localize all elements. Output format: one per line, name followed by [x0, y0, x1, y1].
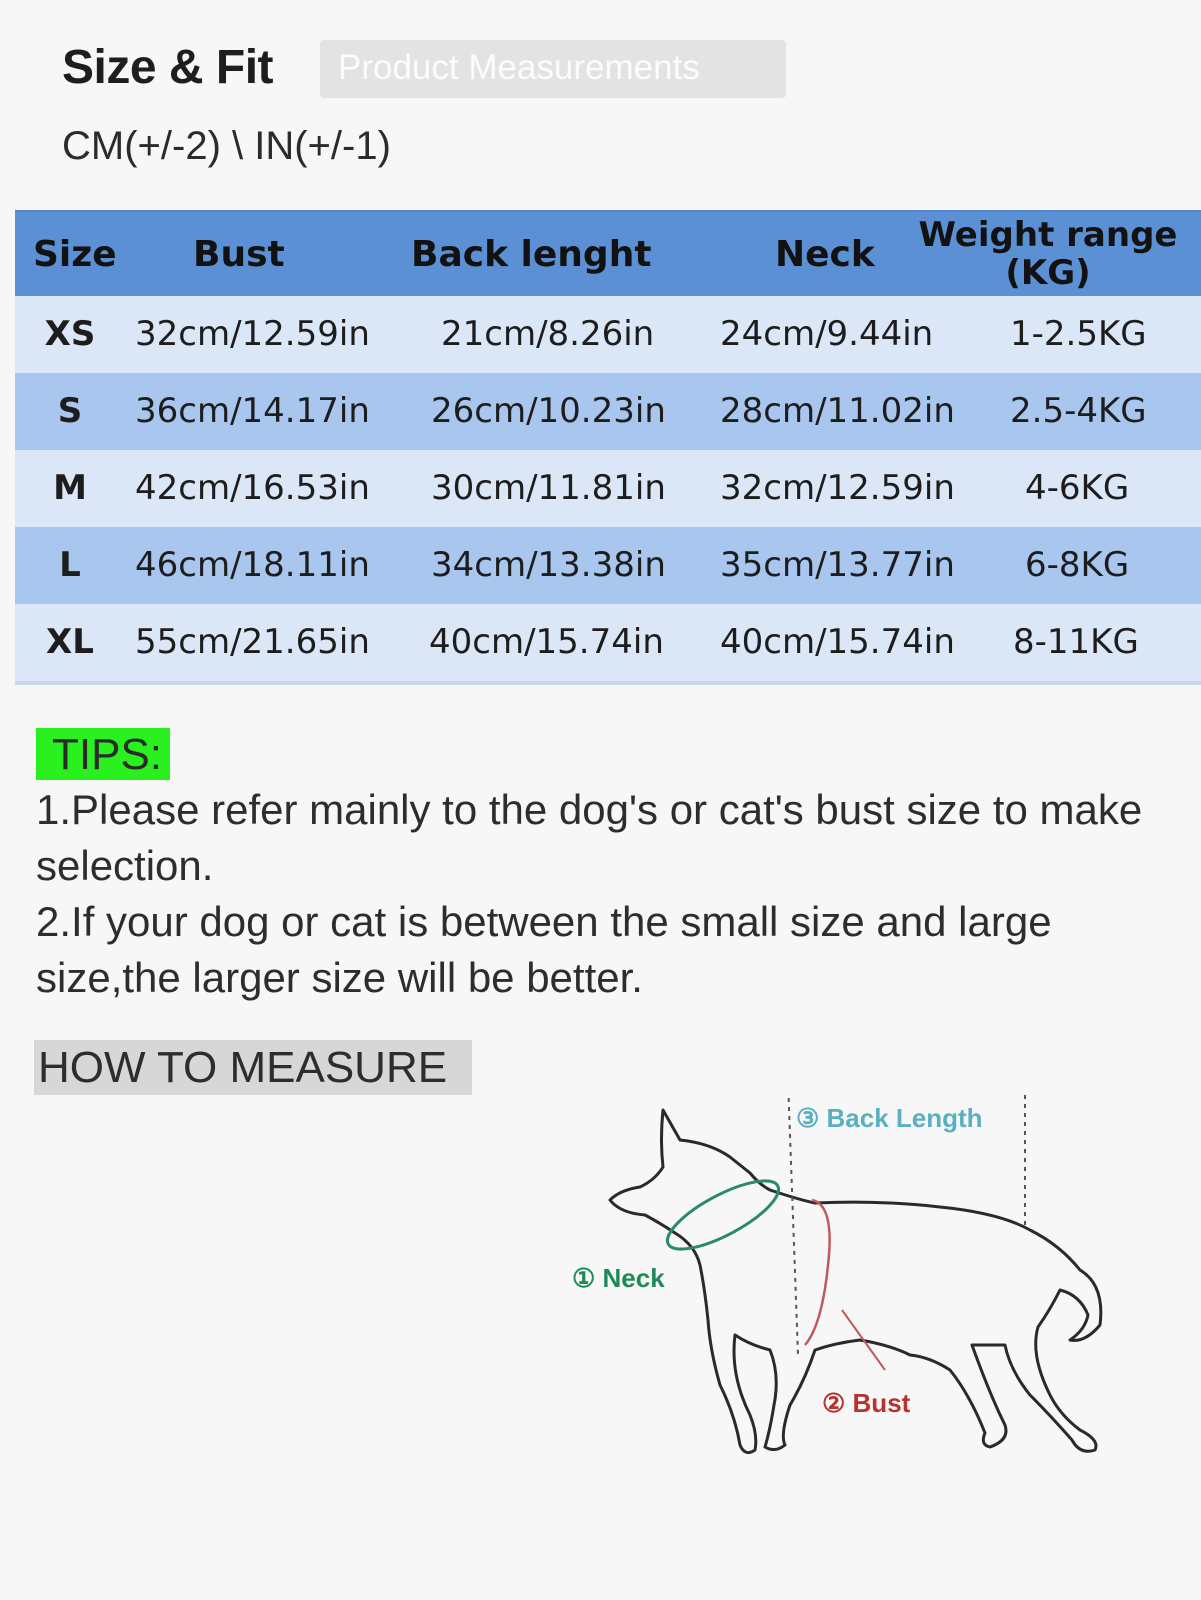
cell-bust: 55cm/21.65in: [135, 622, 370, 662]
cell-weight: 4-6KG: [1025, 468, 1130, 508]
cell-weight: 6-8KG: [1025, 545, 1130, 585]
cell-neck: 35cm/13.77in: [720, 545, 955, 585]
col-weight-range: [918, 216, 1178, 292]
bust-pointer-line: [842, 1310, 885, 1370]
cell-size: XS: [44, 314, 96, 354]
tips-label: TIPS:: [36, 728, 170, 780]
col-weight-range-unit: (KG): [1005, 253, 1091, 293]
bust-label: ② Bust: [822, 1388, 911, 1418]
table-row: [15, 604, 1201, 681]
neck-label: ① Neck: [572, 1263, 665, 1293]
cell-back-length: 40cm/15.74in: [429, 622, 664, 662]
cell-back-length: 30cm/11.81in: [431, 468, 666, 508]
cell-neck: 40cm/15.74in: [720, 622, 955, 662]
cell-neck: 28cm/11.02in: [720, 391, 955, 431]
cell-neck: 32cm/12.59in: [720, 468, 955, 508]
col-back-length: Back lenght: [411, 234, 652, 275]
cell-size: L: [59, 545, 81, 585]
cell-weight: 2.5-4KG: [1010, 391, 1147, 431]
cell-size: M: [53, 468, 87, 508]
tip-1: 1.Please refer mainly to the dog's or cat's bust size to make selection.: [36, 786, 1143, 889]
cell-bust: 42cm/16.53in: [135, 468, 370, 508]
table-divider: [15, 681, 1201, 685]
cell-size: S: [57, 391, 83, 431]
tip-2: 2.If your dog or cat is between the small size and large size,the larger size will be better.: [36, 898, 1052, 1001]
col-neck: Neck: [775, 234, 875, 275]
table-row: [15, 450, 1201, 527]
cell-bust: 46cm/18.11in: [135, 545, 370, 585]
bust-measure-line: [805, 1200, 830, 1345]
dog-measure-diagram: [560, 1095, 1160, 1495]
product-measurements-badge: Product Measurements: [320, 40, 786, 98]
cell-bust: 36cm/14.17in: [135, 391, 370, 431]
table-header: [15, 210, 1201, 296]
units-note: CM(+/-2) \ IN(+/-1): [62, 124, 391, 168]
cell-back-length: 21cm/8.26in: [441, 314, 655, 354]
table-row: [15, 373, 1201, 450]
how-to-measure-label: HOW TO MEASURE: [34, 1040, 472, 1095]
page-title: Size & Fit: [62, 41, 274, 94]
tips-text: [36, 782, 1186, 1006]
back-length-start-line: [788, 1095, 798, 1355]
cell-back-length: 34cm/13.38in: [431, 545, 666, 585]
size-table: [15, 210, 1201, 685]
cell-weight: 8-11KG: [1013, 622, 1139, 662]
cell-neck: 24cm/9.44in: [720, 314, 934, 354]
cell-bust: 32cm/12.59in: [135, 314, 370, 354]
cell-size: XL: [46, 622, 94, 662]
table-row: [15, 296, 1201, 373]
back-length-label: ③ Back Length: [796, 1103, 983, 1133]
cell-back-length: 26cm/10.23in: [431, 391, 666, 431]
table-row: [15, 527, 1201, 604]
col-size: Size: [33, 234, 117, 275]
neck-measure-line: [659, 1168, 787, 1262]
col-bust: Bust: [193, 234, 285, 275]
col-weight-range-line1: Weight range: [918, 215, 1178, 255]
cell-weight: 1-2.5KG: [1010, 314, 1147, 354]
